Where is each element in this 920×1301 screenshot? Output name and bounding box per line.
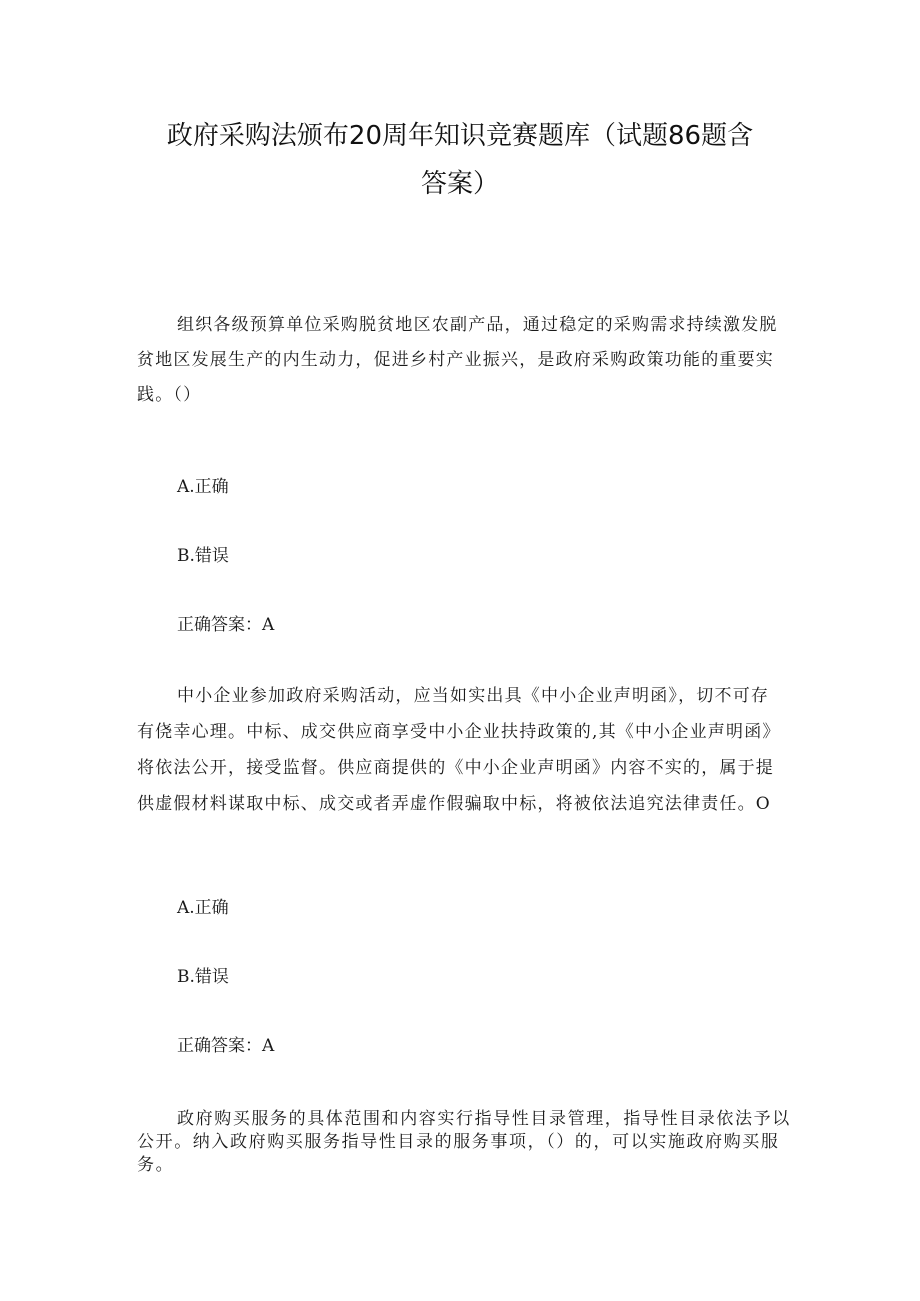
question-3-line-1: 政府购买服务的具体范围和内容实行指导性目录管理，指导性目录依法予以 xyxy=(177,1109,791,1129)
question-2-line-3: 将依法公开，接受监督。供应商提供的《中小企业声明函》内容不实的，属于提 xyxy=(137,758,774,778)
question-2-text xyxy=(137,678,792,822)
question-2-option-a: A.正确 xyxy=(177,898,229,918)
question-2-line-4: 供虚假材料谋取中标、成交或者弄虚作假骗取中标，将被依法追究法律责任。O xyxy=(137,794,771,814)
title-line-2: 答案） xyxy=(420,169,499,199)
question-2-option-b: B.错误 xyxy=(177,967,229,987)
question-1-text xyxy=(137,308,792,413)
question-1-line-2: 贫地区发展生产的内生动力，促进乡村产业振兴，是政府采购政策功能的重要实 xyxy=(137,350,774,370)
question-1-line-3: 践。（） xyxy=(137,385,202,405)
question-2-line-2: 有侥幸心理。中标、成交供应商享受中小企业扶持政策的,其《中小企业声明函》 xyxy=(137,722,781,742)
question-3-line-3: 务。 xyxy=(137,1155,175,1175)
title-line-1: 政府采购法颁布20周年知识竞赛题库（试题86题含 xyxy=(166,121,754,151)
question-1-line-1: 组织各级预算单位采购脱贫地区农副产品，通过稳定的采购需求持续激发脱 xyxy=(177,315,778,335)
question-2-answer: 正确答案：A xyxy=(177,1036,275,1056)
document-title xyxy=(120,112,800,208)
question-3-line-2: 公开。纳入政府购买服务指导性目录的服务事项，（）的，可以实施政府购买服 xyxy=(137,1132,780,1152)
question-3-text xyxy=(137,1108,792,1177)
question-1-option-b: B.错误 xyxy=(177,546,229,566)
question-1-answer: 正确答案：A xyxy=(177,615,275,635)
question-1-option-a: A.正确 xyxy=(177,477,229,497)
question-2-line-1: 中小企业参加政府采购活动，应当如实出具《中小企业声明函》，切不可存 xyxy=(177,686,770,706)
